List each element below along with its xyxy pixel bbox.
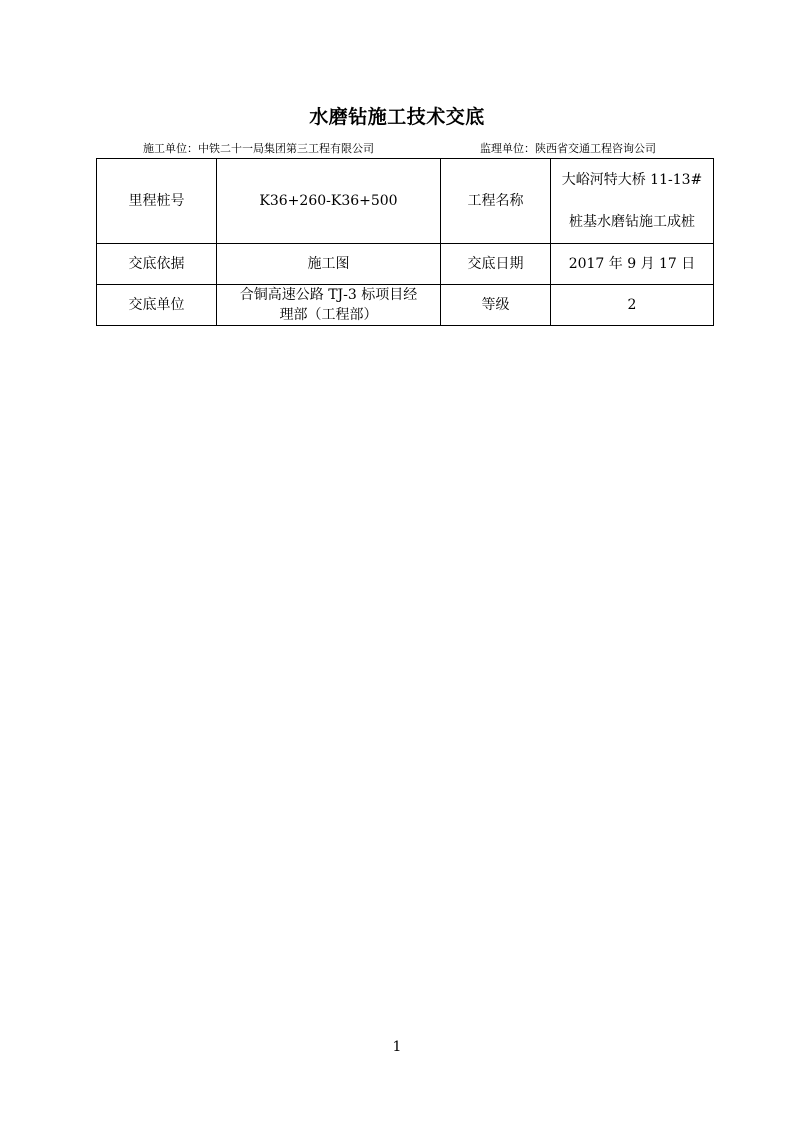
disclosure-info-table xyxy=(96,158,714,326)
project-name-value xyxy=(551,159,714,244)
disclosure-unit-line-1: 合铜高速公路 TJ-3 标项目经 xyxy=(239,287,418,303)
table-row xyxy=(97,244,714,285)
date-label: 交底日期 xyxy=(441,244,551,285)
grade-label: 等级 xyxy=(441,285,551,326)
disclosure-unit-line-2: 理部（工程部） xyxy=(279,307,378,323)
date-value: 2017 年 9 月 17 日 xyxy=(551,244,714,285)
construction-unit: 施工单位：中铁二十一局集团第三工程有限公司 xyxy=(143,142,374,155)
disclosure-unit-value xyxy=(217,285,441,326)
mileage-value: K36+260-K36+500 xyxy=(217,159,441,244)
grade-value: 2 xyxy=(551,285,714,326)
mileage-label: 里程桩号 xyxy=(97,159,217,244)
project-name-line-2: 桩基水磨钻施工成桩 xyxy=(569,214,695,230)
table-row xyxy=(97,285,714,326)
basis-label: 交底依据 xyxy=(97,244,217,285)
disclosure-unit-label: 交底单位 xyxy=(97,285,217,326)
document-title: 水磨钻施工技术交底 xyxy=(309,106,485,128)
page-number: 1 xyxy=(392,1039,402,1055)
supervision-unit: 监理单位：陕西省交通工程咨询公司 xyxy=(480,142,656,155)
project-name-label: 工程名称 xyxy=(441,159,551,244)
project-name-line-1: 大峪河特大桥 11-13# xyxy=(561,172,703,188)
basis-value: 施工图 xyxy=(217,244,441,285)
table-row xyxy=(97,159,714,244)
